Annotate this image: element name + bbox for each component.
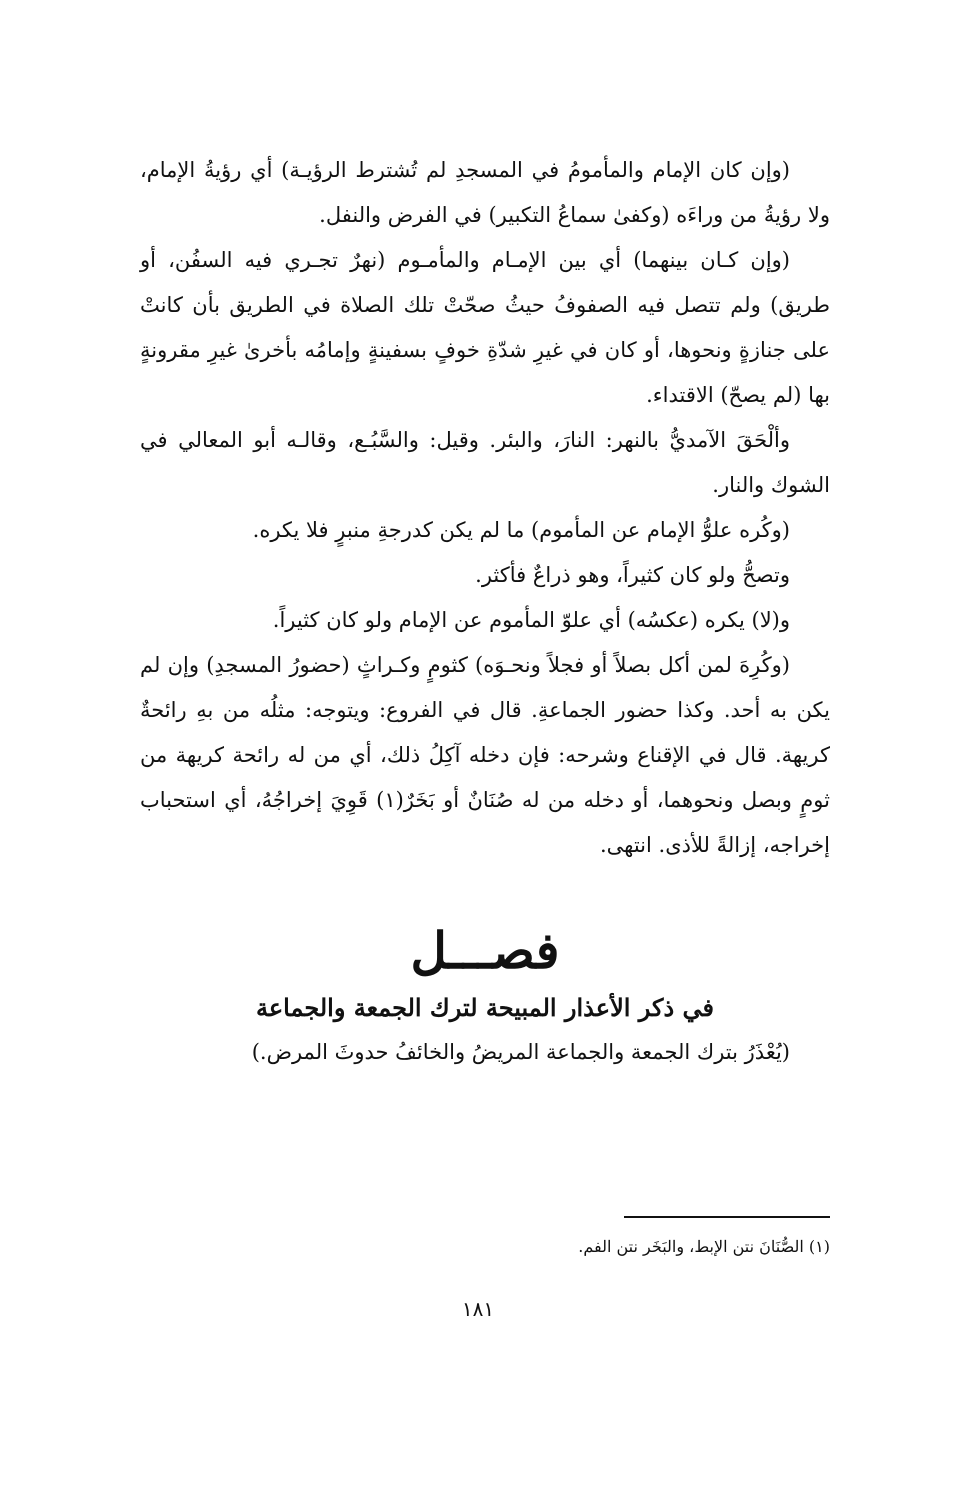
paragraph-4: (وكُره علوُّ الإمام عن المأموم) ما لم يكن كدرجةِ منبرٍ فلا يكره. [252,518,790,542]
paragraph-1: (وإن كان الإمام والمأمومُ في المسجدِ لم تُشترط الرؤيـة) أي رؤيةُ الإمام، ولا رؤيةُ من وراءَه (وكفىٰ سماعُ التكبير) في الفرض والنفل. [140,158,830,227]
paragraph-5: وتصحُّ ولو كان كثيراً، وهو ذراعٌ فأكثر. [475,563,790,587]
paragraph-6: و(لا) يكره (عكسُه) أي علوّ المأموم عن الإمام ولو كان كثيراً. [272,608,790,632]
section-text: (يُعْذَرُ بترك الجمعة والجماعة المريضُ والخائفُ حدوثَ المرض.) [251,1040,790,1064]
paragraph-3: وألْحَقَ الآمديُّ بالنهر: النارَ، والبئر. وقيل: والسَّبُـع، وقالـه أبو المعالي في الشوك والنار. [140,428,830,497]
fasl-ornament-title: فصـــل [410,921,560,980]
footnote: (١) الصُّنَانَ نتن الإبط، والبَخَر نتن الفم. [578,1237,830,1256]
footnote-divider [624,1216,830,1218]
page-number: ١٨١ [461,1297,495,1321]
page-body [140,148,830,1075]
section-title: في ذكر الأعذار المبيحة لترك الجمعة والجماعة [255,993,714,1022]
section-heading [140,916,830,1030]
paragraph-2: (وإن كـان بينهما) أي بين الإمـام والمأمـوم (نهرٌ تجـري فيه السفُن، أو طريق) ولم تتصل فيه الصفوفُ حيثُ صحّتْ تلك الصلاة في الطريق بأن كانتْ على جنازةٍ ونحوها، أو كان في غيرِ شدّةِ خوفٍ بسفينةٍ وإمامُه بأخرىٰ غيرِ مقرونةٍ بها (لم يصحّ) الاقتداء. [140,248,830,407]
paragraph-7: (وكُرِهَ لمن أكل بصلاً أو فجلاً ونحـوَه) كثومٍ وكـراثٍ (حضورُ المسجدِ) وإن لم يكن به أحد. وكذا حضور الجماعةِ. قال في الفروع: ويتوجه: مثلُه من بهِ رائحةٌ كريهة. قال في الإقناع وشرحه: فإن دخله آكِلُ ذلك، أي من له رائحة كريهة من ثومٍ وبصل ونحوهما، أو دخله من له صُنَانٌ أو بَخَرٌ(١) قَوِيَ إخراجُهُ، أي استحباب إخراجه، إزالةً للأذى. انتهى. [140,653,830,857]
